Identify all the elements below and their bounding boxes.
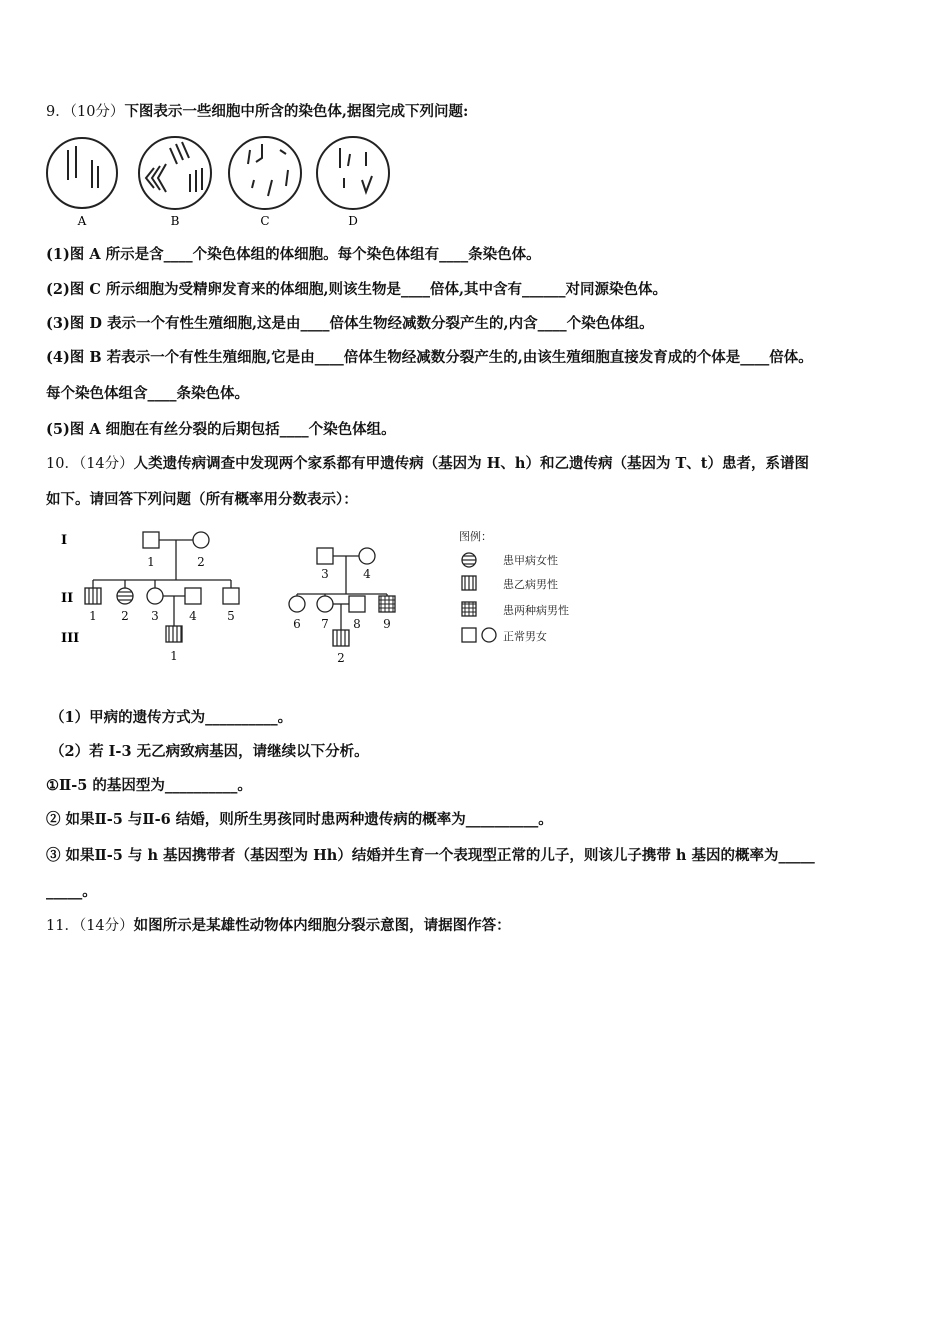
f2-III-2-label: 2 (337, 651, 345, 665)
q9-line-4: (4)图 B 若表示一个有性生殖细胞,它是由____倍体生物经减数分裂产生的,由该生殖细胞直接发育成的个体是____倍体。 (46, 349, 813, 366)
f2-II-9 (379, 596, 395, 612)
cell-label-d: D (348, 214, 358, 228)
q9-line-5: 每个染色体组含____条染色体。 (46, 385, 249, 402)
legend-symbol-male-b (462, 576, 476, 590)
f2-II-9-label: 9 (383, 617, 391, 631)
legend-symbol-normal-female (482, 628, 496, 642)
f1-II-1-label: 1 (89, 609, 97, 623)
q10-number: 10．（14分） (46, 456, 134, 472)
cell-label-a: A (77, 214, 87, 228)
f2-II-7 (317, 596, 333, 612)
q10-header-line-2: 如下。请回答下列问题（所有概率用分数表示）： (46, 491, 358, 508)
f2-II-7-label: 7 (321, 617, 329, 631)
cell-a (47, 138, 117, 208)
f1-II-3 (147, 588, 163, 604)
f1-I-2-label: 2 (197, 555, 205, 569)
f1-I-1-label: 1 (147, 555, 155, 569)
q11-number: 11．（14分） (46, 918, 134, 934)
f1-II-5-label: 5 (227, 609, 235, 623)
legend-label-1: 患甲病女性 (503, 554, 558, 567)
cell-c (229, 137, 301, 209)
f2-II-6-label: 6 (293, 617, 301, 631)
f1-II-1 (85, 588, 101, 604)
q11-header (46, 916, 511, 936)
q10-line-5: ③ 如果Ⅱ-5 与 h 基因携带者（基因型为 Hh）结婚并生育一个表现型正常的儿子，则该儿子携带 h 基因的概率为_____ (46, 847, 815, 864)
q9-line-2: (2)图 C 所示细胞为受精卵发育来的体细胞,则该生物是____倍体,其中含有______对同源染色体。 (46, 281, 668, 298)
q9-line-3: (3)图 D 表示一个有性生殖细胞,这是由____倍体生物经减数分裂产生的,内含____个染色体组。 (46, 315, 654, 332)
f1-III-1-label: 1 (170, 649, 178, 663)
pedigree-figure (55, 522, 615, 670)
q9-prompt: 下图表示一些细胞中所含的染色体,据图完成下列问题: (124, 103, 469, 120)
cell-label-b: B (170, 214, 180, 228)
f2-I-4 (359, 548, 375, 564)
legend-symbol-female-a (462, 553, 476, 567)
f1-II-4 (185, 588, 201, 604)
legend-label-2: 患乙病男性 (503, 578, 558, 591)
q9-line-6: (5)图 A 细胞在有丝分裂的后期包括____个染色体组。 (46, 421, 396, 438)
cell-d (317, 137, 389, 209)
f1-I-2 (193, 532, 209, 548)
q10-header-line-1 (46, 454, 809, 474)
f2-II-8-label: 8 (353, 617, 361, 631)
legend-label-3: 患两种病男性 (503, 604, 569, 617)
q9-number: 9．（10分） (46, 104, 125, 120)
legend-symbol-male-both (462, 602, 476, 616)
f1-II-2 (117, 588, 133, 604)
f1-II-5 (223, 588, 239, 604)
q11-prompt: 如图所示是某雄性动物体内细胞分裂示意图，请据图作答： (133, 917, 511, 934)
f2-III-2 (333, 630, 349, 646)
q10-line-1: （1）甲病的遗传方式为__________。 (50, 709, 293, 726)
f1-II-3-label: 3 (151, 609, 159, 623)
q9-line-1: (1)图 A 所示是含____个染色体组的体细胞。每个染色体组有____条染色体。 (46, 246, 541, 263)
q10-line-4: ② 如果Ⅱ-5 与Ⅱ-6 结婚，则所生男孩同时患两种遗传病的概率为__________。 (46, 811, 553, 828)
f1-II-2-label: 2 (121, 609, 129, 623)
f2-I-3-label: 3 (321, 567, 329, 581)
f1-III-1 (166, 626, 182, 642)
f1-II-4-label: 4 (189, 609, 197, 623)
f2-II-6 (289, 596, 305, 612)
f2-II-8 (349, 596, 365, 612)
f2-I-4-label: 4 (363, 567, 371, 581)
cell-label-c: C (260, 214, 270, 228)
cell-chromosome-figure (40, 130, 400, 230)
f2-I-3 (317, 548, 333, 564)
q10-line-3: ①Ⅱ-5 的基因型为__________。 (46, 777, 252, 794)
q10-prompt-1: 人类遗传病调查中发现两个家系都有甲遗传病（基因为 H、h）和乙遗传病（基因为 T、t）患者，系谱图 (133, 455, 809, 472)
q10-line-2: （2）若 I-3 无乙病致病基因，请继续以下分析。 (50, 743, 369, 760)
legend-label-4: 正常男女 (503, 630, 547, 643)
f1-I-1 (143, 532, 159, 548)
gen-label-2: II (61, 591, 74, 606)
q9-header (46, 102, 468, 122)
legend-symbol-normal-male (462, 628, 476, 642)
q10-line-6: _____。 (46, 883, 97, 900)
gen-label-3: III (61, 631, 80, 646)
legend-title: 图例： (459, 530, 492, 543)
gen-label-1: I (61, 533, 68, 548)
